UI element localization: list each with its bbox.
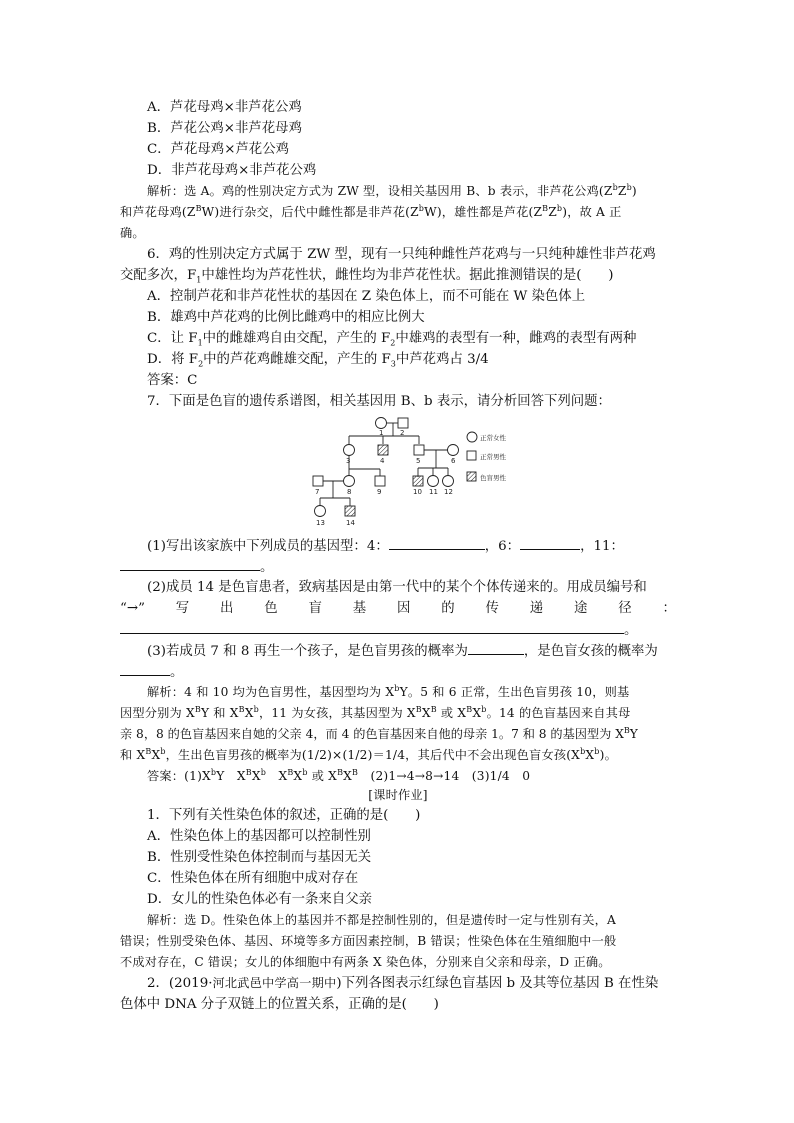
hw1-stem: 1．下列有关性染色体的叙述，正确的是( ) [147, 808, 421, 823]
pedigree-individual-11 [428, 476, 439, 487]
q7-explanation-line3: 亲 8，8 的色盲基因来自她的父亲 4，而 4 的色盲基因来自他的母亲 1。7 和 8 的基因型为 $X^BY$ [120, 725, 638, 741]
legend-female-symbol [467, 432, 477, 442]
q6-option-b: B．雄鸡中芦花鸡的比例比雌鸡中的相应比例大 [147, 310, 425, 325]
hw1-option-b: B．性别受性染色体控制而与基因无关 [147, 850, 372, 865]
hw1-option-d: D．女儿的性染色体必有一条来自父亲 [147, 892, 372, 907]
answer-blank-female-prob[interactable] [120, 661, 170, 676]
q7-word: “→” [120, 601, 145, 616]
q7-answer: 答案：$(1)X^bY$ $X^BX^b$ $X^BX^b$ 或 $X^BX^B$ (2)1→4→8→14 (3)1/4 0 [147, 767, 531, 783]
hw1-option-a: A．性染色体上的基因都可以控制性别 [147, 829, 371, 844]
q7-part3: (3)若成员 7 和 8 再生一个孩子，是色盲男孩的概率为 ，是色盲女孩的概率为 [147, 640, 676, 662]
legend-affected-symbol [467, 472, 476, 481]
pedigree-label-11: 11 [429, 488, 438, 496]
pedigree-label-4: 4 [380, 457, 385, 465]
answer-blank-11[interactable] [120, 556, 260, 571]
pedigree-individual-4 [378, 445, 388, 455]
pedigree-label-7: 7 [315, 488, 320, 496]
q6-option-c: C．让 $F_1$中的雌雄鸡自由交配，产生的 $F_2$中雄鸡的表型有一种，雌鸡的表型有两种 [147, 331, 637, 348]
hw2-stem-line1: 2．(2019·河北武邑中学高一期中)下列各图表示红绿色盲基因 b 及其等位基因 B 在性染 [147, 976, 659, 991]
q7-word: 传 [485, 601, 499, 616]
section-title: [课时作业] [368, 788, 428, 802]
pedigree-individual-14 [345, 506, 355, 516]
q7-explanation-line1: 解析：4 和 10 均为色盲男性，基因型均为 $X^bY$。5 和 6 正常，生出色盲男孩 10，则基 [147, 683, 630, 699]
q7-part1-cont: 。 [120, 556, 676, 578]
legend-affected-label: 色盲男性 [480, 474, 506, 482]
q7-word: 基 [352, 601, 367, 616]
q5-option-d: D．非芦花母鸡×非芦花公鸡 [147, 163, 317, 178]
q7-stem: 7．下面是色盲的遗传系谱图，相关基因用 B、b 表示，请分析回答下列问题： [147, 394, 611, 409]
q5-explanation-line2: 和芦花母鸡$(Z^BW)$进行杂交，后代中雌性都是非芦花$(Z^bW)$，雄性都是芦花$(Z^BZ^b)$，故 A 正 [120, 203, 622, 219]
answer-blank-path[interactable] [120, 619, 624, 634]
q5-explanation-line1: 解析：选 A。鸡的性别决定方式为 ZW 型，设相关基因用 B、b 表示，非芦花公鸡$(Z^bZ^b)$ [147, 182, 637, 198]
pedigree-individual-2 [398, 418, 408, 428]
pedigree-label-5: 5 [416, 457, 421, 465]
pedigree-label-3: 3 [346, 457, 351, 465]
q7-word: 径 [618, 601, 632, 616]
q7-word: 的 [441, 601, 455, 616]
pedigree-label-9: 9 [377, 488, 382, 496]
pedigree-individual-7 [313, 476, 323, 486]
q7-word: 色 [264, 601, 278, 616]
q7-explanation-line2: 因型分别为 $X^BY$ 和 $X^BX^b$，11 为女孩，其基因型为 $X^BX^B$ 或 $X^BX^b$。14 的色盲基因来自其母 [120, 704, 631, 720]
pedigree-individual-1 [376, 418, 387, 429]
legend-male-label: 正常男性 [480, 453, 506, 461]
hw1-explanation-line2: 错误；性别受染色体、基因、环境等多方面因素控制，B 错误；性染色体在生殖细胞中一般 [120, 934, 617, 948]
q7-word: ： [662, 601, 676, 616]
pedigree-individual-3 [344, 445, 355, 456]
q7-explanation-line4: 和 $X^BX^b$，生出色盲男孩的概率为(1/2)×(1/2)＝1/4，其后代中不会出现色盲女孩$(X^bX^b)$。 [120, 746, 617, 762]
hw2-stem-line2: 色体中 DNA 分子双链上的位置关系，正确的是( ) [120, 997, 439, 1012]
legend-male-symbol [467, 451, 476, 460]
q7-word: 写 [175, 601, 190, 616]
q6-option-d: D．将 $F_2$中的芦花鸡雌雄交配，产生的 $F_3$中芦花鸡占 3/4 [147, 352, 489, 369]
pedigree-individual-9 [375, 476, 385, 486]
q6-stem-line2: 交配多次，$F_1$中雄性均为芦花性状，雌性均为非芦花性状。据此推测错误的是( ) [120, 268, 614, 285]
q7-word: 递 [529, 601, 544, 616]
answer-blank-male-prob[interactable] [468, 640, 524, 655]
pedigree-label-10: 10 [413, 488, 422, 496]
pedigree-label-12: 12 [444, 488, 453, 496]
q7-word: 因 [397, 601, 411, 616]
hw1-explanation-line3: 不成对存在，C 错误；女儿的体细胞中有两条 X 染色体，分别来自父亲和母亲，D 正确。 [120, 955, 611, 969]
pedigree-individual-12 [443, 476, 454, 487]
pedigree-label-14: 14 [346, 519, 355, 527]
hw1-explanation-line1: 解析：选 D。性染色体上的基因并不都是控制性别的，但是遗传时一定与性别有关，A [147, 913, 616, 927]
q7-part2-cont: 。 [120, 619, 676, 641]
q7-part2-line1: (2)成员 14 是色盲患者，致病基因是由第一代中的某个个体传递来的。用成员编号和 [147, 580, 647, 595]
q7-part2-line2 [120, 598, 676, 619]
q7-word: 盲 [308, 601, 322, 616]
pedigree-label-8: 8 [347, 488, 352, 496]
answer-blank-6[interactable] [520, 535, 580, 550]
hw1-option-c: C．性染色体在所有细胞中成对存在 [147, 871, 359, 886]
pedigree-label-13: 13 [316, 519, 325, 527]
q6-stem-line1: 6．鸡的性别决定方式属于 ZW 型，现有一只纯种雌性芦花鸡与一只纯种雄性非芦花鸡 [147, 247, 656, 262]
hw2-source: 河北武邑中学高一期中 [212, 976, 337, 990]
q5-explanation-line3: 确。 [120, 226, 145, 240]
pedigree-label-1: 1 [379, 429, 384, 437]
pedigree-individual-6 [448, 445, 459, 456]
pedigree-individual-8 [344, 476, 355, 487]
q5-option-a: A．芦花母鸡×非芦花公鸡 [147, 100, 302, 115]
pedigree-individual-13 [315, 506, 326, 517]
pedigree-individual-5 [414, 445, 424, 455]
pedigree-chart [300, 414, 530, 530]
q7-part1: (1)写出该家族中下列成员的基因型：4： ，6： ，11： [147, 535, 676, 557]
pedigree-label-6: 6 [451, 457, 456, 465]
q7-part3-cont: 。 [120, 661, 676, 683]
legend-female-label: 正常女性 [480, 434, 506, 442]
q7-word: 途 [574, 601, 588, 616]
q7-word: 出 [220, 601, 234, 616]
q6-option-a: A．控制芦花和非芦花性状的基因在 Z 染色体上，而不可能在 W 染色体上 [147, 289, 586, 304]
pedigree-individual-10 [413, 476, 423, 486]
answer-blank-4[interactable] [389, 535, 485, 550]
q5-option-c: C．芦花母鸡×芦花公鸡 [147, 142, 289, 157]
pedigree-label-2: 2 [400, 429, 405, 437]
q6-answer: 答案：C [147, 373, 198, 388]
q5-option-b: B．芦花公鸡×非芦花母鸡 [147, 121, 302, 136]
